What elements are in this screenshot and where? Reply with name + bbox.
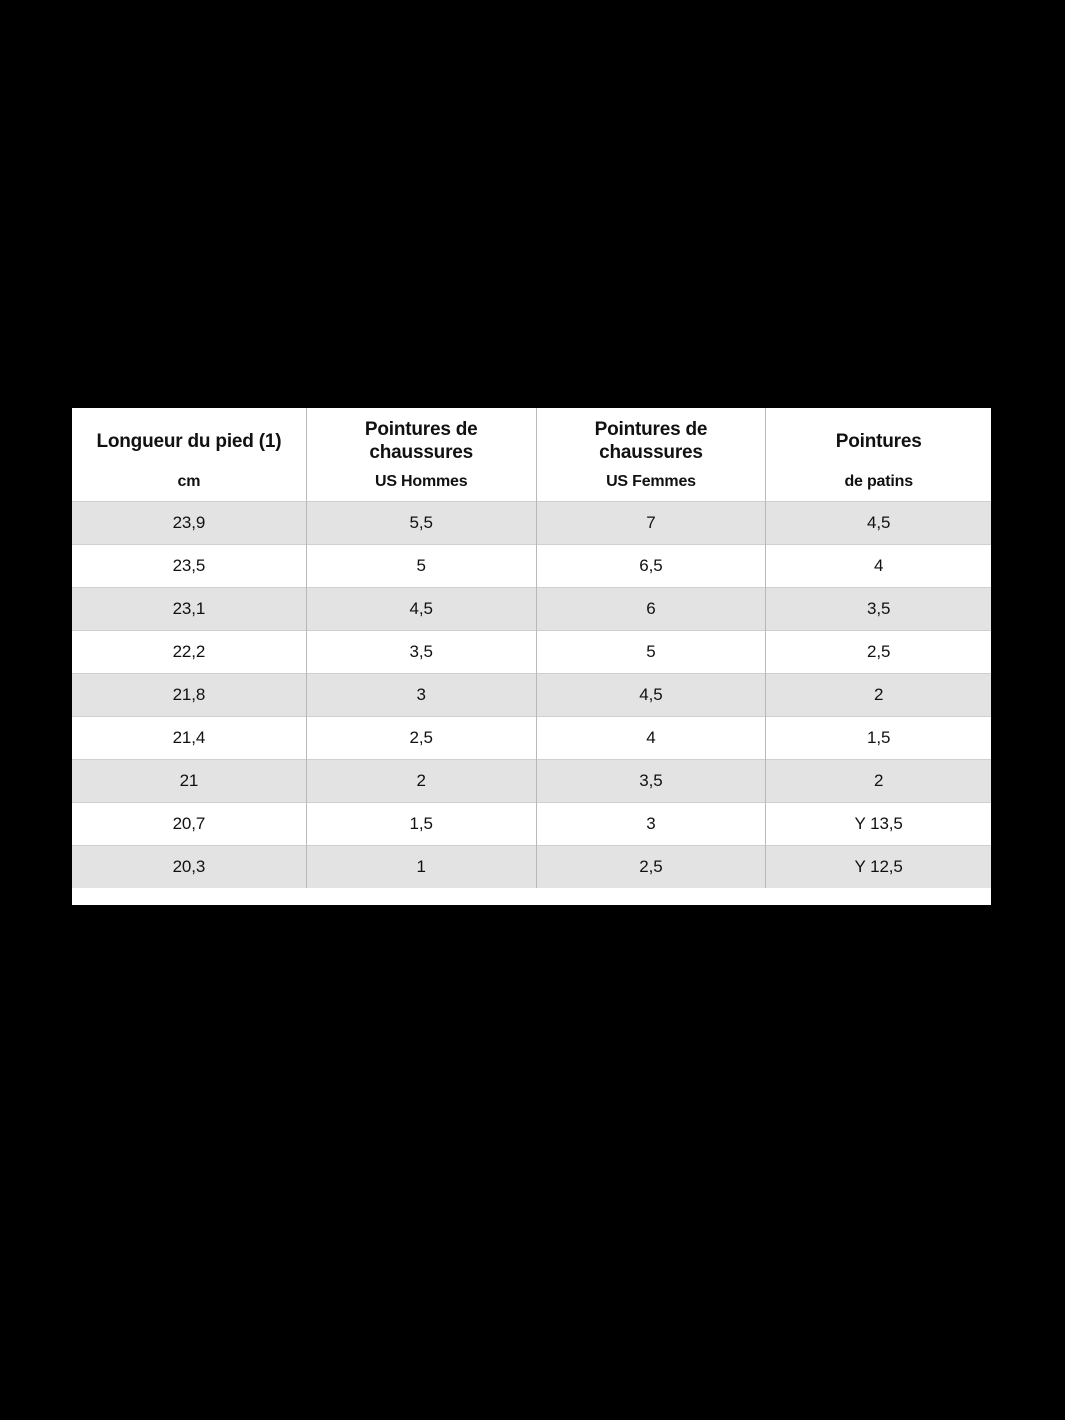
cell-us-men: 1,5 (306, 802, 536, 845)
cell-foot-length: 23,5 (72, 544, 306, 587)
column-subheader-skate-size: de patins (766, 472, 991, 501)
table-row (72, 716, 991, 759)
cell-us-men: 2 (306, 759, 536, 802)
cell-us-women: 4 (536, 716, 766, 759)
table-row (72, 759, 991, 802)
cell-us-women: 2,5 (536, 845, 766, 888)
cell-us-women: 5 (536, 630, 766, 673)
table-row (72, 587, 991, 630)
cell-us-women: 6,5 (536, 544, 766, 587)
cell-skate-size: 2,5 (766, 630, 991, 673)
table-header-row-secondary (72, 472, 991, 501)
cell-us-women: 6 (536, 587, 766, 630)
cell-foot-length: 21 (72, 759, 306, 802)
cell-foot-length: 22,2 (72, 630, 306, 673)
cell-foot-length: 23,9 (72, 501, 306, 544)
cell-skate-size: Y 12,5 (766, 845, 991, 888)
cell-us-women: 7 (536, 501, 766, 544)
cell-skate-size: 2 (766, 673, 991, 716)
cell-us-men: 2,5 (306, 716, 536, 759)
table-row (72, 544, 991, 587)
cell-skate-size: 1,5 (766, 716, 991, 759)
size-chart-table (72, 408, 991, 888)
table-header (72, 408, 991, 501)
column-header-skate-size: Pointures (766, 408, 991, 472)
cell-us-men: 5,5 (306, 501, 536, 544)
cell-us-women: 3,5 (536, 759, 766, 802)
cell-us-women: 3 (536, 802, 766, 845)
column-subheader-foot-length-unit: cm (72, 472, 306, 501)
table-row (72, 501, 991, 544)
table-row (72, 845, 991, 888)
cell-foot-length: 20,3 (72, 845, 306, 888)
cell-foot-length: 20,7 (72, 802, 306, 845)
table-header-row-primary (72, 408, 991, 472)
cell-us-women: 4,5 (536, 673, 766, 716)
cell-foot-length: 23,1 (72, 587, 306, 630)
cell-us-men: 3 (306, 673, 536, 716)
table-row (72, 802, 991, 845)
cell-foot-length: 21,8 (72, 673, 306, 716)
cell-us-men: 3,5 (306, 630, 536, 673)
column-header-us-men: Pointures de chaussures (306, 408, 536, 472)
table-row (72, 630, 991, 673)
column-subheader-us-women: US Femmes (536, 472, 766, 501)
column-subheader-us-men: US Hommes (306, 472, 536, 501)
size-chart-container (72, 408, 991, 888)
cell-us-men: 5 (306, 544, 536, 587)
cell-skate-size: 4,5 (766, 501, 991, 544)
cell-us-men: 1 (306, 845, 536, 888)
cell-skate-size: 2 (766, 759, 991, 802)
cell-skate-size: Y 13,5 (766, 802, 991, 845)
table-row (72, 673, 991, 716)
column-header-us-women: Pointures de chaussures (536, 408, 766, 472)
cell-us-men: 4,5 (306, 587, 536, 630)
cell-skate-size: 3,5 (766, 587, 991, 630)
column-header-foot-length: Longueur du pied (1) (72, 408, 306, 472)
cell-foot-length: 21,4 (72, 716, 306, 759)
table-body (72, 501, 991, 888)
cell-skate-size: 4 (766, 544, 991, 587)
